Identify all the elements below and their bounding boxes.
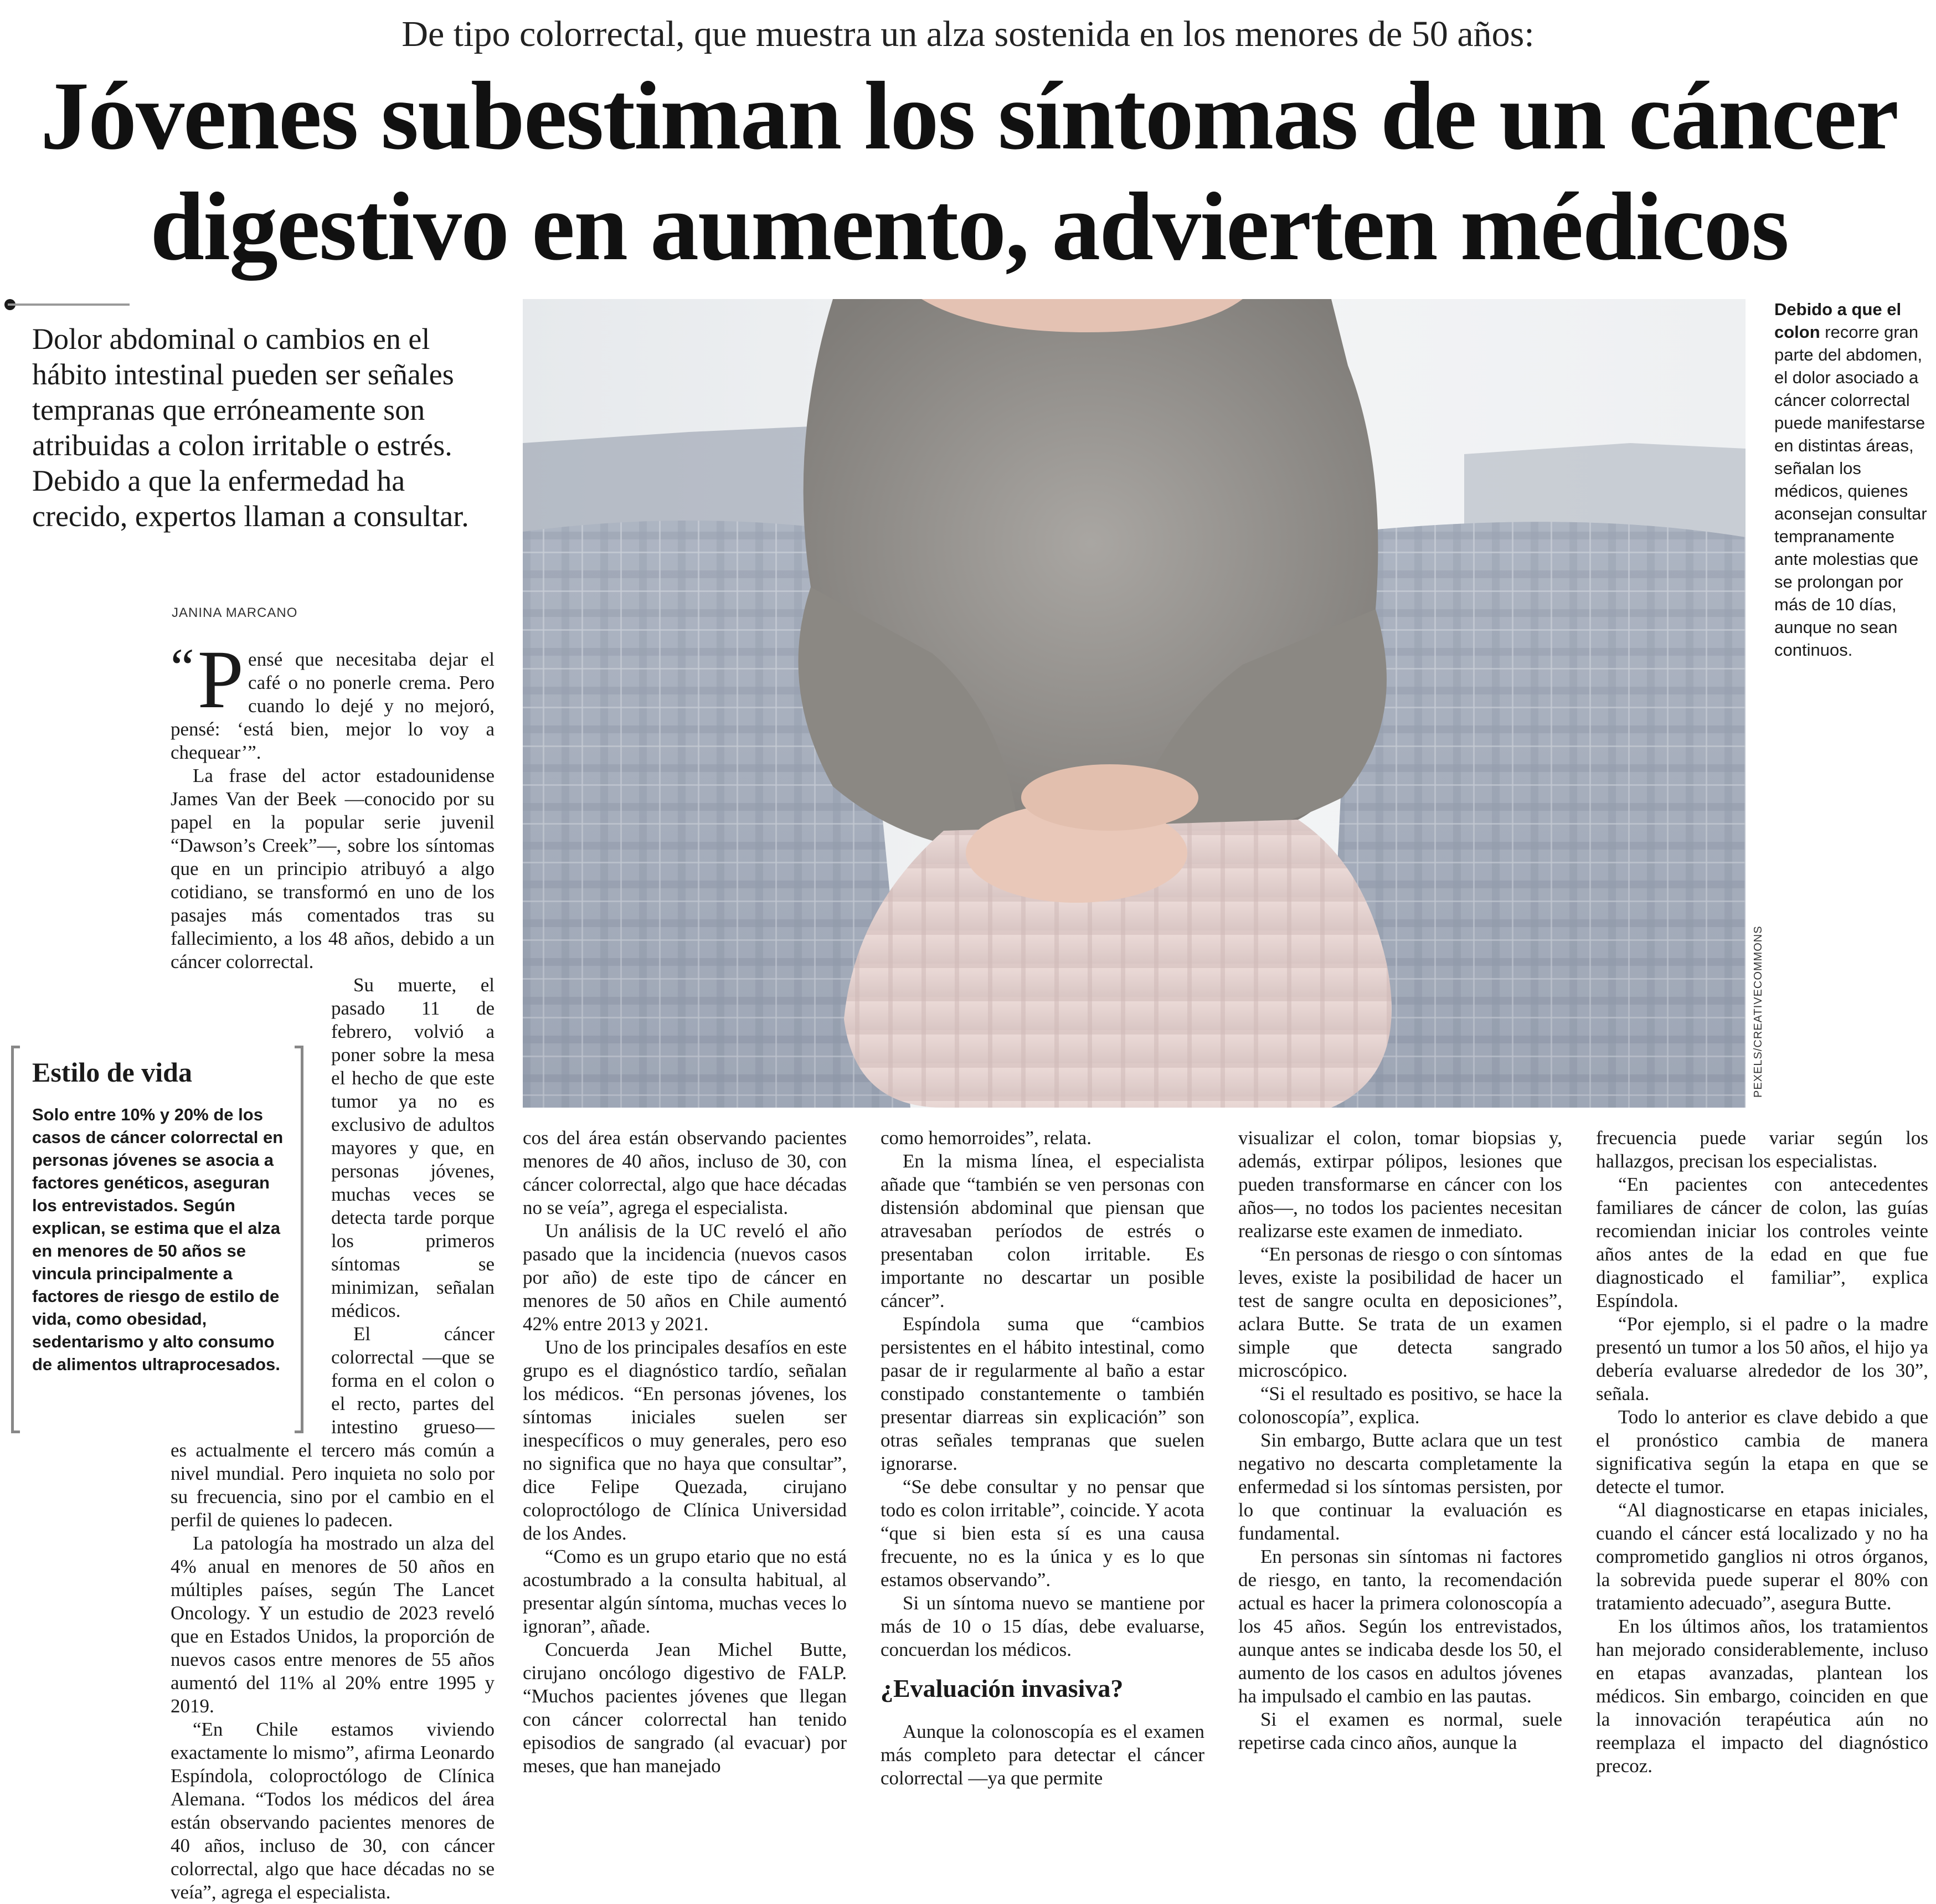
paragraph: “Como es un grupo etario que no está acostumbrado a la consulta habitual, al presentar algún síntoma, muchas veces lo ignoran”, añade. [523,1546,847,1637]
paragraph: Su muerte, el pasado 11 de febrero, volvió a poner sobre la mesa el hecho de que este tumor ya no es exclusivo de adultos mayores y que, en personas jóvenes, muchas veces se detecta tarde porque los primeros síntomas se minimizan, señalan médicos. [331,974,495,1321]
sidebar-box [11,1046,303,1433]
photo-caption [1774,298,1932,661]
paragraph: La frase del actor estadounidense James Van der Beek —conocido por su papel en la popular serie juvenil “Dawson’s Creek”—, sobre los síntomas que en un principio atribuyó a algo cotidiano, se transformó en uno de los pasajes más comentados tras su fallecimiento, a los 48 años, debido a un cáncer colorrectal. [171,765,495,972]
divider [8,303,130,306]
photo-woman-abdominal-pain [523,299,1746,1108]
paragraph: “Por ejemplo, si el padre o la madre presentó un tumor a los 50 años, el hijo ya debería evaluarse alrededor de los 30”, señala. [1596,1313,1928,1404]
paragraph: En personas sin síntomas ni factores de riesgo, en tanto, la recomendación actual es hacer la primera colonoscopía a los 45 años. Según los entrevistados, aunque antes se indicaba desde los 50, el aumento de los casos en adultos jóvenes ha impulsado el cambio en las pautas. [1238,1546,1562,1707]
bracket-left [11,1046,20,1433]
opening-paragraph [171,634,495,764]
column-3 [881,1126,1204,1830]
byline: JANINA MARCANO [172,605,298,620]
caption-bold: Debido a que el colon [1774,300,1902,342]
paragraph: “Si el resultado es positivo, se hace la colonoscopía”, explica. [1238,1383,1562,1428]
paragraph: Uno de los principales desafíos en este grupo es el diagnóstico tardío, señalan los médicos. “En personas jóvenes, los síntomas iniciales suelen ser inespecíficos o muy generales, pero eso no significa que no haya que consultar”, dice Felipe Quezada, cirujano coloproctólogo de Clínica Universidad de los Andes. [523,1336,847,1544]
paragraph: visualizar el colon, tomar biopsias y, además, extirpar pólipos, lesiones que pueden transformarse en cáncer con los años—, no todos los pacientes necesitan realizarse este examen de inmediato. [1238,1127,1562,1242]
kicker: De tipo colorrectal, que muestra un alza sostenida en los menores de 50 años: [401,14,1535,54]
sidebar-text: Solo entre 10% y 20% de los casos de cáncer colorrectal en personas jóvenes se asocia a factores genéticos, aseguran los entrevistados. Según explican, se estima que el alza en menores de 50 años se vincula principalmente a factores de riesgo de estilo de vida, como obesidad, sedentarismo y alto consumo de alimentos ultraprocesados. [32,1105,284,1374]
paragraph: “Al diagnosticarse en etapas iniciales, cuando el cáncer está localizado y no ha comprometido ganglios ni otros órganos, la sobrevida puede superar el 80% con tratamiento adecuado”, asegura Butte. [1596,1499,1928,1614]
caption-text: recorre gran parte del abdomen, el dolor asociado a cáncer colorrectal puede manifestarse en distintas áreas, señalan los médicos, quienes aconsejan consultar tempranamente ante molestias que se prolongan por más de 10 días, aunque no sean continuos. [1774,322,1927,660]
drop-cap: P [197,634,244,725]
paragraph: En la misma línea, el especialista añade que “también se ven personas con distensión abdominal que piensan que atravesaban períodos de estrés o presentaban colon irritable. Es importante no descartar un posible cáncer”. [881,1150,1204,1311]
paragraph: Concuerda Jean Michel Butte, cirujano oncólogo digestivo de FALP. “Muchos pacientes jóvenes que llegan con cáncer colorrectal han tenido episodios de sangrado (al evacuar) por meses, que han manejado [523,1639,847,1777]
paragraph: Todo lo anterior es clave debido a que el pronóstico cambia de manera significativa según la etapa en que se detecte el tumor. [1596,1406,1928,1498]
paragraph: El cáncer colorrectal —que se forma en el colon o el recto, partes del intestino grueso— es actualmente el tercero más común a nivel mundial. Pero inquieta no solo por su frecuencia, sino por el cambio en el perfil de quienes lo padecen. [171,1323,495,1531]
paragraph: Si un síntoma nuevo se mantiene por más de 10 o 15 días, debe evaluarse, concuerdan los médicos. [881,1592,1204,1660]
photo-credit [1750,925,1767,1108]
paragraph: En los últimos años, los tratamientos han mejorado considerablemente, incluso en etapas avanzadas, plantean los médicos. Sin embargo, coinciden en que la innovación terapéutica aún no reemplaza el impacto del diagnóstico precoz. [1596,1615,1928,1777]
lead-paragraph: Dolor abdominal o cambios en el hábito intestinal pueden ser señales tempranas que erróneamente son atribuidas a colon irritable o estrés. Debido a que la enfermedad ha crecido, expertos llaman a consultar. [32,322,469,533]
paragraph: cos del área están observando pacientes menores de 40 años, incluso de 30, con cáncer colorrectal, algo que hace décadas no se veía”, agrega el especialista. [523,1127,847,1218]
subheading: ¿Evaluación invasiva? [881,1674,1124,1702]
paragraph: “En personas de riesgo o con síntomas leves, existe la posibilidad de hacer un test de sangre oculta en deposiciones”, aclara Butte. Se trata de un examen simple que detecta sangrado microscópico. [1238,1243,1562,1381]
column-4 [1238,1126,1562,1830]
quote-mark: “ [171,637,194,697]
headline: Jóvenes subestiman los síntomas de un cáncer digestivo en aumento, advierten médicos [40,62,1898,281]
paragraph: “En Chile estamos viviendo exactamente lo mismo”, afirma Leonardo Espíndola, coloproctólogo de Clínica Alemana. “Todos los médicos del área están observando pacientes menores de 40 años, incluso de 30, con cáncer colorrectal, algo que hace décadas no se veía”, agrega el especialista. [171,1718,495,1903]
paragraph: Espíndola suma que “cambios persistentes en el hábito intestinal, como pasar de ir regularmente al baño a estar constipado constantemente o también presentar diarreas sin explicación” son otras señales tempranas que suelen ignorarse. [881,1313,1204,1474]
sidebar-title: Estilo de vida [32,1057,192,1088]
paragraph: como hemorroides”, relata. [881,1127,1091,1149]
paragraph: “Se debe consultar y no pensar que todo es colon irritable”, coincide. Y acota “que si bien esta sí es una causa frecuente, no es la única y es lo que estamos observando”. [881,1476,1204,1591]
paragraph: Un análisis de la UC reveló el año pasado que la incidencia (nuevos casos por año) de este tipo de cáncer en menores de 50 años en Chile aumentó 42% entre 2013 y 2021. [523,1220,847,1335]
column-2 [523,1126,847,1830]
paragraph: “En pacientes con antecedentes familiares de cáncer de colon, las guías recomiendan iniciar los controles veinte años antes de la edad en que fue diagnosticado el familiar”, explica Espíndola. [1596,1174,1928,1311]
paragraph: frecuencia puede variar según los hallazgos, precisan los especialistas. [1596,1127,1928,1172]
paragraph: La patología ha mostrado un alza del 4% anual en menores de 50 años en múltiples países, según The Lancet Oncology. Y un estudio de 2023 reveló que en Estados Unidos, la proporción de nuevos casos entre menores de 55 años aumentó del 11% al 20% entre 1995 y 2019. [171,1532,495,1717]
paragraph: ensé que necesitaba dejar el café o no ponerle crema. Pero cuando lo dejé y no mejoró, pensé: ‘está bien, mejor lo voy a chequear’”. [171,649,495,763]
column-5 [1596,1126,1928,1830]
paragraph: Si el examen es normal, suele repetirse cada cinco años, aunque la [1238,1709,1562,1753]
paragraph: Sin embargo, Butte aclara que un test negativo no descarta completamente la enfermedad si los síntomas persisten, por lo que continuar la evaluación es fundamental. [1238,1429,1562,1544]
bracket-right [295,1046,303,1433]
photo-credit-text: PEXELS/CREATIVECOMMONS [1752,925,1764,1098]
paragraph: Aunque la colonoscopía es el examen más completo para detectar el cáncer colorrectal —ya que permite [881,1721,1204,1789]
